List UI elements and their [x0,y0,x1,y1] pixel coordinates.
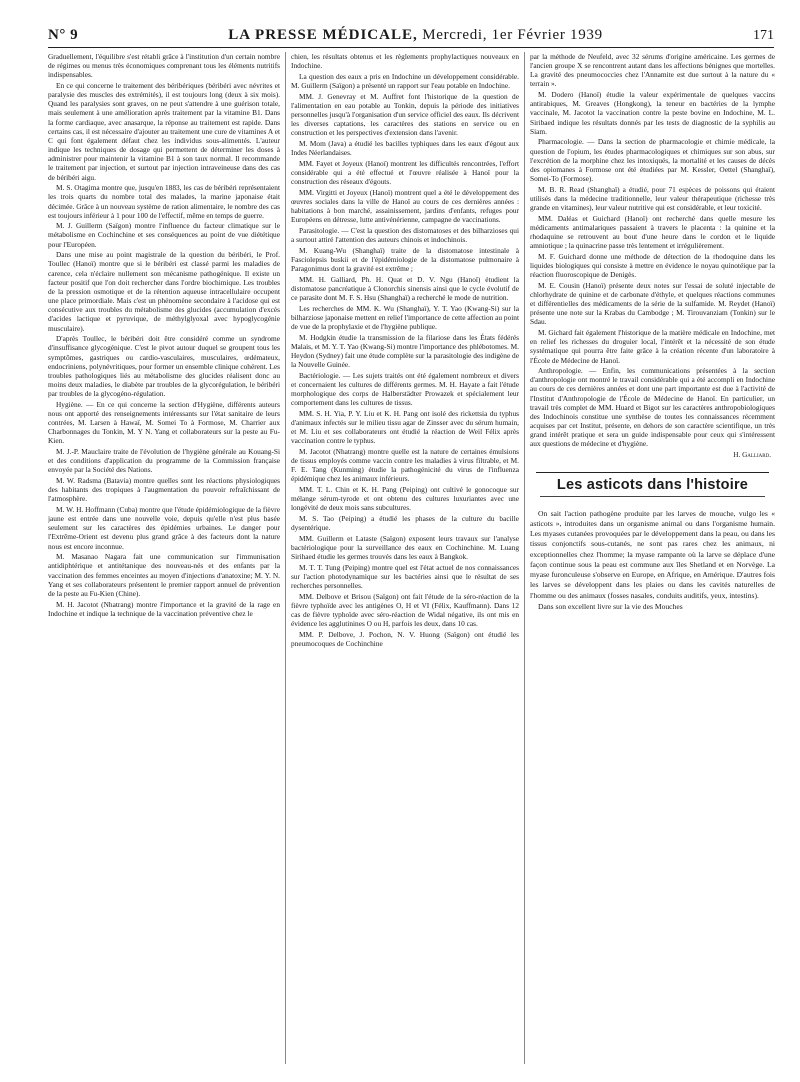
paragraph: M. B. R. Read (Shanghaï) a étudié, pour 71 espèces de poissons qui étaient utilisés dans la médecine traditionnelle, leur valeur thérapeutique (richesse très grande en vitamines), leur valeur nutritive qui est considérable, et leur toxicité. [530,184,775,212]
paragraph: En ce qui concerne le traitement des béribériques (béribéri avec névrites et paralysie des muscles des extrémités), il est toujours long (deux à six mois). Quand les paralysies sont graves, on ne peut s'attendre à une guérison totale, mais seulement à une amélioration après traitement par la vitamine B1. Dans la forme cardiaque, avec anasarque, la réponse au traitement est rapide. Dans certains cas, il est nécessaire d'ajouter au traitement une cure de vitamines A et C qui font également défaut chez les individus sous-alimentés. L'auteur indique les techniques de dosage qui permettent de déterminer les doses à administrer pour maintenir la vitamine B1 à son taux normal. Il recommande le traitement par injection, et surtout par injection intraveineuse dans des cas de béribéri aigu. [48,80,280,182]
paragraph: MM. Virgitti et Joyeux (Hanoï) montrent quel a été le développement des œuvres sociales dans la ville de Hanoï au cours de ces dernières années : habitations à bon marché, assainissement, jardins d'enfants, refuges pour Européens en détresse, lutte antivénérienne, campagne de vaccinations. [291,187,519,225]
paragraph: Parasitologie. — C'est la question des distomatoses et des bilharzioses qui a surtout attiré l'attention des auteurs chinois et indochinois. [291,225,519,244]
paragraph: Les recherches de MM. K. Wu (Shanghaï), Y. T. Yao (Kwang-Si) sur la bilharziose japonaise mettent en relief l'importance de cette affection au point de vue de la prophylaxie et de l'hygiène publique. [291,303,519,331]
paragraph: M. S. Tao (Peiping) a étudié les phases de la culture du bacille dysentérique. [291,514,519,533]
column-3 [524,52,775,1064]
title-underline [540,496,765,497]
column-2 [285,52,519,1064]
paragraph: M. J. Guillerm (Saïgon) montre l'influence du facteur climatique sur le métabolisme en Cochinchine et ses conséquences au point de vue diététique pour l'Européen. [48,221,280,249]
column-1 [48,52,280,1064]
paragraph: La question des eaux a pris en Indochine un développement considérable. M. Guillerm (Saïgon) a présenté un rapport sur l'eau potable en Indochine. [291,71,519,90]
section-divider [536,472,769,473]
issue-date: Mercredi, 1er Février 1939 [422,27,603,43]
article-title: Les asticots dans l'histoire [556,476,749,493]
paragraph: Graduellement, l'équilibre s'est rétabli grâce à l'institution d'un certain nombre de régimes ou menus très économiques comprenant tous les éléments nutritifs indispensables. [48,52,280,80]
issue-number: N° 9 [48,27,79,43]
paragraph: M. Gichard fait également l'historique de la matière médicale en Indochine, met en relief les richesses du droguier local, l'intérêt et la nécessité de son étude systématique qui pourra être faite grâce à la création récente d'un laboratoire à l'École de Médecine de Hanoï. [530,328,775,365]
journal-name: LA PRESSE MÉDICALE, [228,27,418,43]
paragraph: M. Jacotot (Nhatrang) montre quelle est la nature de certaines émulsions de tissus employés comme vaccin contre les maladies à virus filtrable, et M. F. E. Tang (Kunming) étudie la pathogénicité du virus de l'influenza épidémique chez les animaux inférieurs. [291,446,519,484]
paragraph: Dans une mise au point magistrale de la question du béribéri, le Prof. Toullec (Hanoï) montre que si le béribéri est classé parmi les maladies de carence, cela n'éclaire nullement son mécanisme pathogénique. Il existe un facteur positif que l'on doit rechercher dans l'ordre biochimique. Les troubles de la pression osmotique et de la rétention aqueuse intracellulaire occupent une place primordiale. Mais c'est un phénomène secondaire à l'acidose qui est consécutive aux troubles du métabolisme des glucides (accumulation d'excès d'acides lactique et pyruvique, de méthylglyoxal avec hypoglycogénie musculaire). [48,250,280,333]
paragraph: Dans son excellent livre sur la vie des Mouches [538,602,683,612]
paragraph: M. H. Jacotot (Nhatrang) montre l'importance et la gravité de la rage en Indochine et indique la technique de la vaccination préventive chez le [48,599,280,618]
paragraph: MM. H. Galliard, Ph. H. Quat et D. V. Ngu (Hanoï) étudient la distomatose pancréatique à Clonorchis sinensis ainsi que le cycle évolutif de ce parasite dont M. F. S. Hsu (Shanghaï) a recherché le mode de nutrition. [291,274,519,302]
paragraph: M. T. T. Tung (Peiping) montre quel est l'état actuel de nos connaissances sur l'action photodynamique sur les bactéries ainsi que le résultat de ses recherches personnelles. [291,562,519,591]
paragraph: MM. J. Genevray et M. Auffret font l'historique de la question de l'alimentation en eau potable au Tonkin, depuis la période des initiatives personnelles jusqu'à l'organisation d'un service officiel des eaux. Ils décrivent les diverses captations, les caractères des stations en service ou en construction et les perspectives d'extension dans l'avenir. [291,91,519,138]
paragraph: On sait l'action pathogène produite par les larves de mouche, vulgo les « asticots », introduites dans un organisme animal ou dans l'organisme humain. Les myases cutanées provoquées par le développement dans la peau, ou dans les tissus conjonctifs sous-cutanés, ne sont pas rares chez les animaux, ni exceptionnelles chez l'homme; la myase rampante où la larve se déplace d'une façon continue sous la peau est commune aux îles Shetland et en Norvège. La myase furonculeuse s'observe en Europe, en Afrique, en Amérique. D'autres fois les larves se développent dans les plaies ou dans les cavités naturelles de l'homme ou des animaux (fosses nasales, conduits auditifs, yeux, intestins). [530,508,775,600]
paragraph: M. W. H. Hoffmann (Cuba) montre que l'étude épidémiologique de la fièvre jaune est entrée dans une nouvelle voie, depuis qu'elle n'est plus basée seulement sur les caractères des épidémies urbaines. Le danger pour l'Extrême-Orient est devenu plus grand grâce à des facteurs dont la nature nous est encore inconnue. [48,505,280,551]
paragraph: D'après Toullec, le béribéri doit être considéré comme un syndrome d'insuffisance glycogénique. C'est le pivot autour duquel se groupent tous les symptômes, gastriques ou cardio-vasculaires, musculaires, œdémateux, endocriniens, polynévritiques, pour former un ensemble clinique cohérent. Les troubles pathologiques liés au métabolisme des glucides réalisent donc au moins deux maladies, le diabète par troubles de la glycorégulation, le béribéri par troubles de la glycogéno-régulation. [48,334,280,399]
paragraph: M. Hodgkin étudie la transmission de la filariose dans les États fédérés Malais, et M. Y. T. Yao (Kwang-Si) montre l'importance des phlébotomes. M. Heydon (Sydney) fait une étude complète sur la parasitologie des indigène de la Nouvelle Guinée. [291,332,519,369]
paragraph: M. F. Guichard donne une méthode de détection de la rhodoquine dans les liquides biologiques qui consiste à mettre en évidence le noyau quinotéique par la réaction fluoroscopique de Denigès. [530,251,775,280]
paragraph: MM. Fayet et Joyeux (Hanoï) montrent les difficultés rencontrées, l'effort considérable qui a été effectué et l'œuvre réalisée à Hanoï pour la construction des réseaux d'égouts. [291,158,519,187]
paragraph: M. Mom (Java) a étudié les bacilles typhiques dans les eaux d'égout aux Indes Néerlandaises. [291,138,519,158]
paragraph: M. W. Radsma (Batavia) montre quelles sont les réactions physiologiques des habitants des tropiques à l'augmentation du pouvoir refraîchissant de l'atmosphère. [48,476,280,504]
page-number: 171 [753,28,774,43]
journal-title-line [228,27,603,44]
paragraph: Pharmacologie. — Dans la section de pharmacologie et chimie médicale, la question de l'opium, les études pharmacologiques et chimiques sur son abus, sur l'excrétion de la morphine chez les intoxiqués, la mortalité et les causes de décès des opiomanes à Formose ont été étudiées par M. Kessler, Oettel (Shanghaï), Somei-To (Formose). [530,137,775,184]
paragraph: M. E. Cousin (Hanoï) présente deux notes sur l'essai de soluté injectable de chlorhydrate de quinine et de carbonate d'éthyle, et quelques réactions communes et différentielles des médicaments de la série de la sulfamide. M. Reydet (Hanoï) présente une note sur la Krabas du Cambodge ; M. Tirouvanziam (Tonkin) sur le Sdau. [530,280,775,327]
paragraph: MM. P. Delbove, J. Pochon, N. V. Huong (Saïgon) ont étudié les pneumocoques de Cochinchine [291,629,519,649]
paragraph: Anthropologie. — Enfin, les communications présentées à la section d'anthropologie ont montré le travail considérable qui a été accompli en Indochine au cours de ces dernières années et dont une part importante est due à l'activité de l'Institut d'Anthropologie de l'École de Médecine de Hanoï. En particulier, un travail très complet de MM. Huard et Bigot sur les caractères anthropobiologiques des Indochinois constitue une synthèse de toutes les connaissances récemment acquises par cet Institut, présente, en dehors de son caractère scientifique, un très grand intérêt pratique et sera un guide indispensable pour ceux qui s'intéressent aux questions de médecine et d'hygiène. [530,366,775,449]
paragraph: Hygiène. — En ce qui concerne la section d'Hygiène, différents auteurs nous ont apporté des renseignements intéressants sur l'état sanitaire de leurs contrées, M. Larsen à Hawaï, M. Somei To à Formose, M. Charrier aux Charbonnages du Tonkin, M. Y N. Yang et collaborateurs sur la peste au Fu-Kien. [48,399,280,446]
paragraph: M. Dodero (Hanoï) étudie la valeur expérimentale de quelques vaccins antirabiques, M. Greaves (Hongkong), la teneur en bactéries de la lymphe vaccinale, M. Jacotot la vaccination contre la peste bovine en Indochine, M. L. Siribaed indique les résultats donnés par les tests de diagnostic de la syphilis au Siam. [530,90,775,136]
paragraph: MM. Delbove et Brisou (Saïgon) ont fait l'étude de la séro-réaction de la fièvre typhoïde avec les antigènes O, H et VI (Félix, Kauffmann). Dans 12 cas de fièvre typhoïde avec séro-réaction de Widal négative, ils ont mis en évidence les agglutinines O ou H, parfois les deux, dans 10 cas. [291,591,519,629]
paragraph: Bactériologie. — Les sujets traités ont été également nombreux et divers et concernaient les cultures de différents germes. M. H. Hayate a fait l'étude morphologique des corps de Halberstädter Prowazek et spécialement leur comportement dans les cultures de tissus. [291,370,519,408]
paragraph: MM. Guillerm et Lataste (Saïgon) exposent leurs travaux sur l'analyse bactériologique pour la surveillance des eaux en Cochinchine. M. Luang Sirihaed étudie les germes trouvés dans les eaux à Bangkok. [291,533,519,562]
paragraph: par la méthode de Neufeld, avec 32 sérums d'origine américaine. Les germes de l'ancien groupe X se rencontrent autant dans les affections bénignes que mortelles. La gravité des pneumococcies chez l'Annamite est due surtout à la nature du « terrain ». [530,52,775,89]
paragraph: chien, les résultats obtenus et les règlements prophylactiques nouveaux en Indochine. [291,52,519,71]
paragraph: M. Kuang-Wu (Shanghaï) traite de la distomatose intestinale à Fasciolepsis buskii et de l'épidémiologie de la distomatose pulmonaire à Paragonimus dont la gravité est extrême ; [291,245,519,273]
paragraph: MM. S. H. Yia, P. Y. Liu et K. H. Pang ont isolé des rickettsia du typhus d'animaux infectés sur le milieu tissu agar de Zinsser avec du sérum humain, et M. Liu et ses collaborateurs ont étudié la réaction de Weil Félix après vaccination contre le typhus. [291,408,519,446]
page-header [48,16,774,48]
paragraph: M. Masanao Nagara fait une communication sur l'immunisation antidiphtérique et antitétanique des nouveau-nés et des enfants par la vaccination des femmes enceintes au moyen d'injections d'anatoxine; M. Y. N. Yang et ses collaborateurs présentent le premier rapport annuel de prévention de la peste au Fu-Kien (Chine). [48,552,280,598]
paragraph: M. S. Otagima montre que, jusqu'en 1883, les cas de béribéri représentaient les trois quarts du nombre total des malades, la marine japonaise était décimée. Grâce à un nouveau système de ration alimentaire, le nombre des cas est toujours inférieur à 1 pour 100 de l'effectif, même en temps de guerre. [48,183,280,220]
author-signature: H. Galliard. [733,450,771,459]
article-body [530,509,775,613]
paragraph: M. J.-P. Mauclaire traite de l'évolution de l'hygiène générale au Kouang-Si et des conditions d'application du programme de la Commission française envoyée par la Société des Nations. [48,447,280,475]
paragraph: MM. T. L. Chin et K. H. Pang (Peiping) ont cultivé le gonocoque sur mélange sérum-tyrode et ont obtenu des cultures luxuriantes avec une longévité de deux mois sans subcultures. [291,485,519,513]
paragraph: MM. Daléas et Guichard (Hanoï) ont recherché dans quelle mesure les médicaments antimalariques passaient à travers le placenta : la quinine et la rhodaquine se retrouvent au bout d'une heure dans le cordon et le liquide amniotique ; la quinacrine passe très lentement et irrégulièrement. [530,213,775,251]
